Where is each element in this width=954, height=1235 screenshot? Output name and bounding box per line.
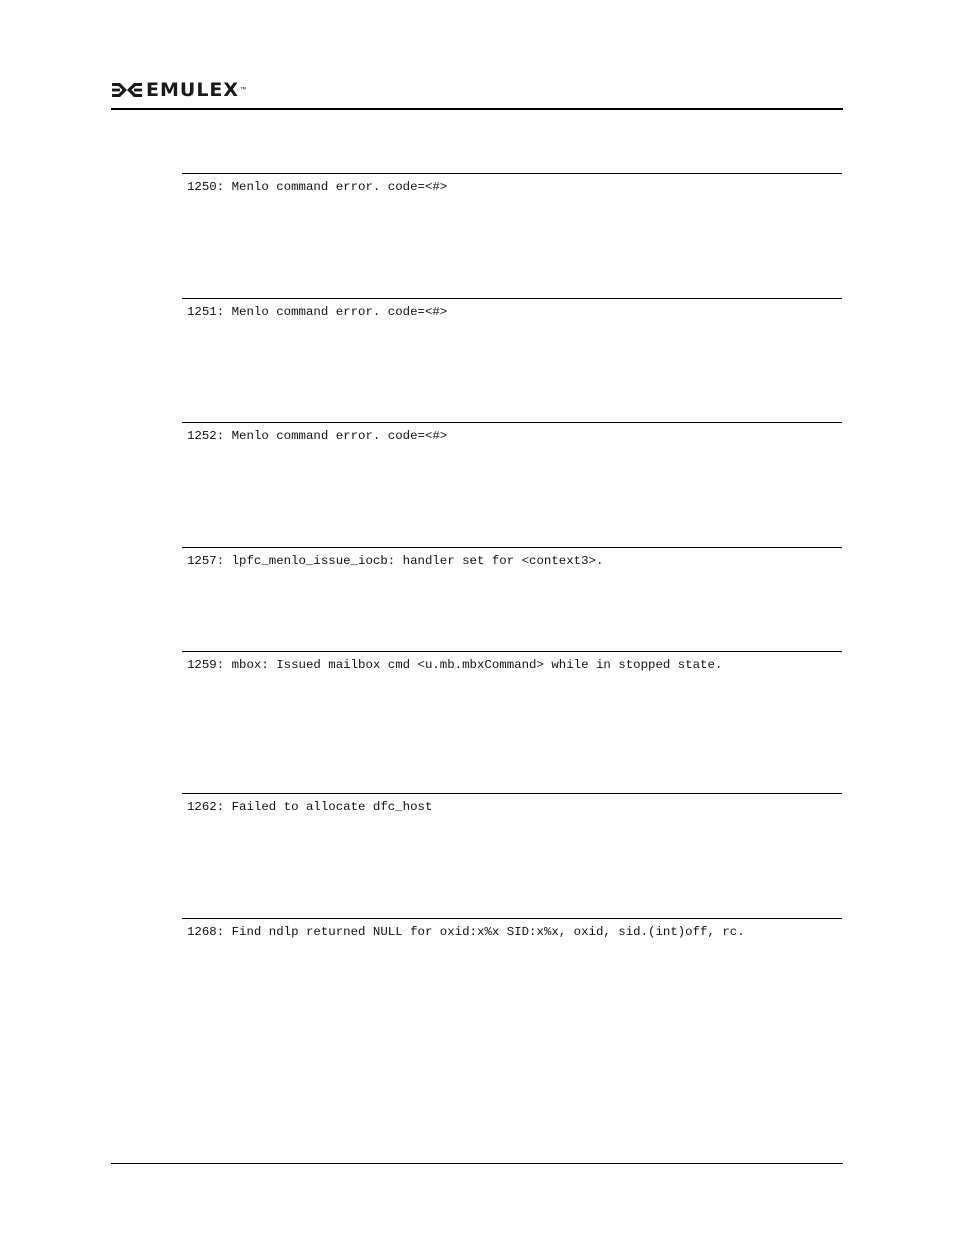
log-message-entry: [182, 651, 842, 672]
header-divider: [111, 108, 843, 110]
trademark-symbol: ™: [240, 87, 247, 93]
emulex-logo-icon: [111, 80, 143, 100]
log-message-text: 1262: Failed to allocate dfc_host: [187, 800, 433, 814]
log-message-entry: [182, 422, 842, 443]
log-message-entry: [182, 173, 842, 194]
log-message-text: 1268: Find ndlp returned NULL for oxid:x%x SID:x%x, oxid, sid.(int)off, rc.: [187, 925, 745, 939]
log-message-entry: [182, 298, 842, 319]
log-message-text: 1251: Menlo command error. code=<#>: [187, 305, 448, 319]
log-message-text: 1252: Menlo command error. code=<#>: [187, 429, 448, 443]
logo-wordmark: EMULEX: [146, 79, 240, 101]
log-message-text: 1250: Menlo command error. code=<#>: [187, 180, 448, 194]
log-message-text: 1259: mbox: Issued mailbox cmd <u.mb.mbxCommand> while in stopped state.: [187, 658, 723, 672]
entry-divider: [182, 298, 842, 299]
entry-divider: [182, 422, 842, 423]
log-message-entry: [182, 547, 842, 568]
page-header: [111, 78, 246, 102]
log-message-entry: [182, 793, 842, 814]
log-message-text: 1257: lpfc_menlo_issue_iocb: handler set for <context3>.: [187, 554, 604, 568]
entry-divider: [182, 793, 842, 794]
entry-divider: [182, 651, 842, 652]
entry-divider: [182, 918, 842, 919]
footer-divider: [111, 1163, 843, 1164]
entry-divider: [182, 547, 842, 548]
entry-divider: [182, 173, 842, 174]
log-message-entry: [182, 918, 842, 939]
